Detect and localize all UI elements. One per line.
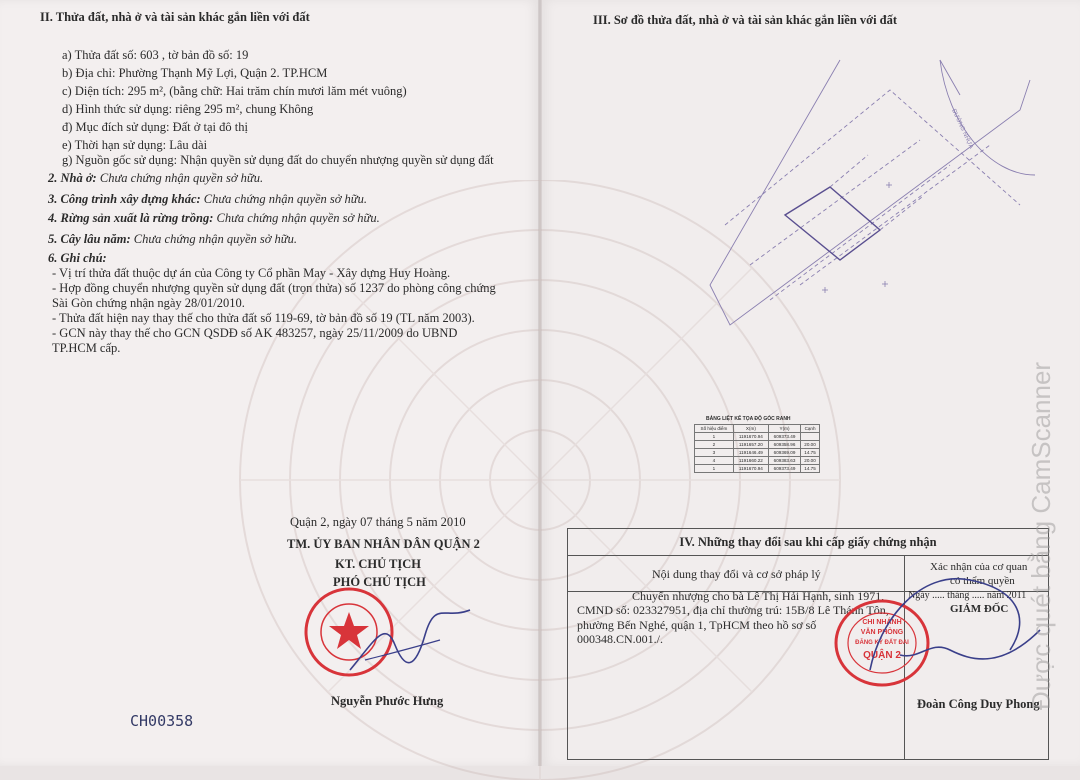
parcel-number-line: a) Thửa đất số: 603 , tờ bản đồ số: 19 xyxy=(62,48,249,62)
table-row: 1 1191670.94 609373.49 xyxy=(695,433,820,441)
seal-text-line: CHI NHÁNH xyxy=(862,619,902,626)
right-signature-icon xyxy=(860,560,1045,690)
note-line: - Thửa đất hiện nay thay thế cho thửa đất số 119-69, tờ bản đồ số 19 (TL năm 2003). xyxy=(52,311,475,325)
area-line: c) Diện tích: 295 m², (bằng chữ: Hai trăm chín mươi lăm mét vuông) xyxy=(62,84,407,98)
change-line: CMND số: 023327951, địa chỉ thường trú: 15B/8 Lê Thánh Tôn, xyxy=(577,603,889,617)
coordinate-table xyxy=(694,424,820,473)
note-line: TP.HCM cấp. xyxy=(52,341,121,355)
left-signer-name: Nguyễn Phước Hưng xyxy=(331,694,444,708)
table-row: 2 1191657.20 609358.96 20.00 xyxy=(695,441,820,449)
director-label: GIÁM ĐỐC xyxy=(950,603,1009,615)
seal-text-line: QUẬN 2 xyxy=(863,650,901,661)
change-line: Chuyển nhượng cho bà Lê Thị Hải Hạnh, sinh 1971, xyxy=(632,589,885,603)
usage-form-line: d) Hình thức sử dụng: riêng 295 m², chung Không xyxy=(62,102,314,116)
note-line: Sài Gòn chứng nhận ngày 28/01/2010. xyxy=(52,296,245,310)
house-row: 2. Nhà ở: Chưa chứng nhận quyền sở hữu. xyxy=(48,171,264,185)
purpose-line: đ) Mục đích sử dụng: Đất ở tại đô thị xyxy=(62,120,248,134)
coord-header: Cạnh xyxy=(801,425,820,433)
section3-title: III. Sơ đồ thửa đất, nhà ở và tài sản khác gắn liền với đất xyxy=(593,13,898,27)
watermark-text: Được quét bằng CamScanner xyxy=(1026,361,1056,710)
note-line: - GCN này thay thế cho GCN QSDĐ số AK 483257, ngày 25/11/2009 do UBND xyxy=(52,326,458,340)
other-construction-row: 3. Công trình xây dựng khác: Chưa chứng nhận quyền sở hữu. xyxy=(48,192,368,206)
road-label: ĐƯỜNG NHỰA xyxy=(950,108,974,150)
for-chair-label: KT. CHỦ TỊCH xyxy=(335,557,422,571)
coord-header: X(m) xyxy=(733,425,768,433)
coord-table-title: BẢNG LIỆT KÊ TỌA ĐỘ GÓC RANH xyxy=(706,416,791,422)
camscanner-watermark-icon xyxy=(1022,330,1062,720)
origin-line: g) Nguồn gốc sử dụng: Nhận quyền sử dụng đất do chuyển nhượng quyền sử dụng đất xyxy=(62,153,494,167)
right-signer-name: Đoàn Công Duy Phong xyxy=(917,697,1040,711)
notes-title: 6. Ghi chú: xyxy=(48,251,107,265)
perennial-row: 5. Cây lâu năm: Chưa chứng nhận quyền sở hữu. xyxy=(48,232,298,246)
note-line: - Vị trí thửa đất thuộc dự án của Công ty Cổ phần May - Xây dựng Huy Hoàng. xyxy=(52,266,451,280)
committee-label: TM. ỦY BAN NHÂN DÂN QUẬN 2 xyxy=(287,537,480,551)
change-line: phường Bến Nghé, quận 1, TpHCM theo hồ sơ số xyxy=(577,618,817,632)
forest-row: 4. Rừng sản xuất là rừng trồng: Chưa chứng nhận quyền sở hữu. xyxy=(48,211,380,225)
site-plan-diagram xyxy=(690,55,1050,385)
section2-title: II. Thửa đất, nhà ở và tài sản khác gắn liền với đất xyxy=(40,10,310,24)
coord-header: Y(m) xyxy=(768,425,800,433)
coord-header: Số hiệu điểm xyxy=(695,425,734,433)
certification-header-line2: có thẩm quyền xyxy=(950,575,1015,587)
certification-header-line1: Xác nhận của cơ quan xyxy=(930,561,1028,573)
table-row: 4 1191660.22 609383.63 20.00 xyxy=(695,457,820,465)
term-line: e) Thời hạn sử dụng: Lâu dài xyxy=(62,138,208,152)
table-row: 1 1191670.94 609373.49 14.75 xyxy=(695,465,820,473)
issue-date: Quận 2, ngày 07 tháng 5 năm 2010 xyxy=(290,515,466,529)
seal-text-line: VĂN PHÒNG xyxy=(860,629,904,636)
change-line: 000348.CN.001./. xyxy=(577,632,664,646)
address-line: b) Địa chỉ: Phường Thạnh Mỹ Lợi, Quận 2. TP.HCM xyxy=(62,66,328,80)
table-row: 3 1191646.49 609369.09 14.75 xyxy=(695,449,820,457)
note-line: - Hợp đồng chuyển nhượng quyền sử dụng đất (trọn thửa) số 1237 do phòng công chứng xyxy=(52,281,496,295)
left-signature-icon xyxy=(345,600,475,680)
seal-text-line: ĐĂNG KÝ ĐẤT ĐAI xyxy=(855,640,909,646)
section4-title: IV. Những thay đổi sau khi cấp giấy chứng nhận xyxy=(568,529,1048,556)
vice-chair-label: PHÓ CHỦ TỊCH xyxy=(333,575,426,589)
content-column-header: Nội dung thay đổi và cơ sở pháp lý xyxy=(652,567,821,581)
serial-number: CH00358 xyxy=(130,712,194,730)
certification-date: Ngày ..... tháng ..... năm 2011 xyxy=(908,590,1027,601)
